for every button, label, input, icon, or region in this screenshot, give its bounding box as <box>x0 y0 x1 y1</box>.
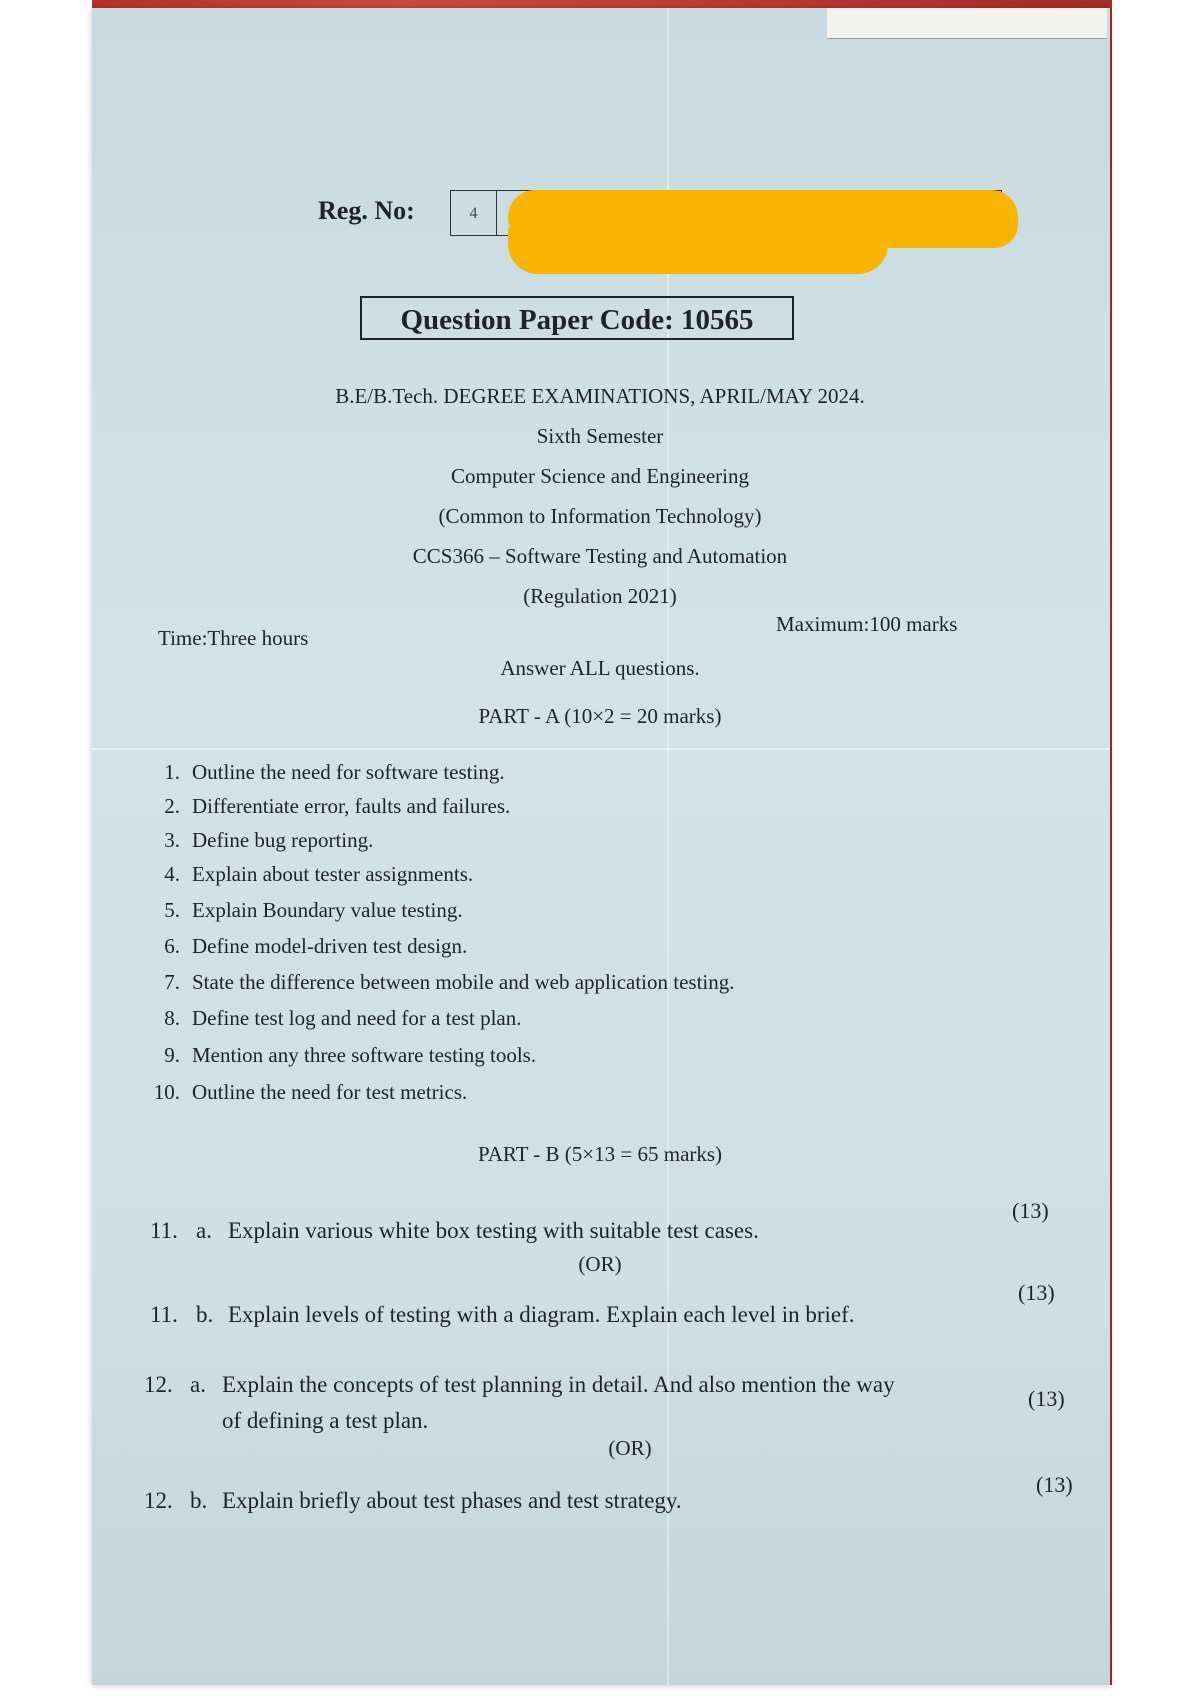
question-sub: a. <box>190 1372 206 1397</box>
question-text: Explain about tester assignments. <box>192 862 474 886</box>
question-number: 10. <box>153 1080 180 1104</box>
paper-fold-horizontal <box>92 748 1110 750</box>
question-text: Define bug reporting. <box>192 828 374 852</box>
question-number: 8. <box>164 1006 180 1030</box>
question-text: Mention any three software testing tools. <box>192 1043 537 1067</box>
list-item <box>140 1043 536 1068</box>
question-text: Outline the need for test metrics. <box>192 1080 468 1104</box>
question-number: 4. <box>164 862 180 886</box>
question-number: 9. <box>164 1043 180 1067</box>
part-b-title: PART - B (5×13 = 65 marks) <box>477 1142 723 1166</box>
list-item <box>150 1302 855 1328</box>
list-item <box>140 898 463 923</box>
question-number: 12. <box>144 1372 173 1397</box>
list-item <box>140 1080 467 1105</box>
question-sub: a. <box>196 1218 212 1243</box>
redaction-mark <box>508 228 888 274</box>
question-sub: b. <box>196 1302 214 1327</box>
question-number: 11. <box>150 1218 178 1243</box>
list-item <box>144 1488 682 1514</box>
question-number: 5. <box>164 898 180 922</box>
subject: CCS366 – Software Testing and Automation <box>412 544 788 568</box>
question-text: Explain the concepts of test planning in detail. And also mention the way <box>222 1372 895 1397</box>
regulation: (Regulation 2021) <box>523 584 677 608</box>
question-text-cont: of defining a test plan. <box>222 1408 429 1433</box>
exam-title: B.E/B.Tech. DEGREE EXAMINATIONS, APRIL/MAY 2024. <box>335 384 865 408</box>
common-to: (Common to Information Technology) <box>438 504 762 528</box>
list-item <box>140 828 373 853</box>
question-number: 6. <box>164 934 180 958</box>
question-number: 2. <box>164 794 180 818</box>
paper-code-box: Question Paper Code: 10565 <box>360 296 794 340</box>
question-text: Explain briefly about test phases and test strategy. <box>222 1488 682 1513</box>
question-text: Explain levels of testing with a diagram. Explain each level in brief. <box>228 1302 855 1327</box>
max-marks-label: Maximum:100 marks <box>776 612 958 636</box>
question-number: 1. <box>164 760 180 784</box>
question-text: Explain Boundary value testing. <box>192 898 463 922</box>
or-separator: (OR) <box>608 1436 652 1460</box>
question-text: State the difference between mobile and web application testing. <box>192 970 735 994</box>
list-item <box>150 1218 759 1244</box>
list-item <box>140 862 473 887</box>
hall-ticket-corner <box>827 8 1107 39</box>
time-label: Time:Three hours <box>158 626 309 650</box>
instruction: Answer ALL questions. <box>500 656 700 680</box>
marks-label: (13) <box>1028 1386 1065 1411</box>
question-number: 11. <box>150 1302 178 1327</box>
question-number: 7. <box>164 970 180 994</box>
reg-no-label: Reg. No: <box>318 196 415 225</box>
or-separator: (OR) <box>578 1252 622 1276</box>
question-text: Define test log and need for a test plan. <box>192 1006 522 1030</box>
question-text: Outline the need for software testing. <box>192 760 505 784</box>
list-item <box>140 934 467 959</box>
question-sub: b. <box>190 1488 208 1513</box>
question-text: Define model-driven test design. <box>192 934 468 958</box>
question-number: 12. <box>144 1488 173 1513</box>
semester: Sixth Semester <box>536 424 664 448</box>
question-text: Explain various white box testing with suitable test cases. <box>228 1218 759 1243</box>
question-text: Differentiate error, faults and failures. <box>192 794 511 818</box>
list-item <box>140 760 505 785</box>
list-item <box>140 970 735 995</box>
marks-label: (13) <box>1036 1472 1073 1497</box>
list-item <box>144 1372 895 1398</box>
marks-label: (13) <box>1018 1280 1055 1305</box>
list-item <box>140 1006 521 1031</box>
reg-digit-box: 4 <box>450 190 496 236</box>
part-a-title: PART - A (10×2 = 20 marks) <box>478 704 722 728</box>
marks-label: (13) <box>1012 1198 1049 1223</box>
list-item <box>140 794 510 819</box>
department: Computer Science and Engineering <box>451 464 749 488</box>
question-number: 3. <box>164 828 180 852</box>
